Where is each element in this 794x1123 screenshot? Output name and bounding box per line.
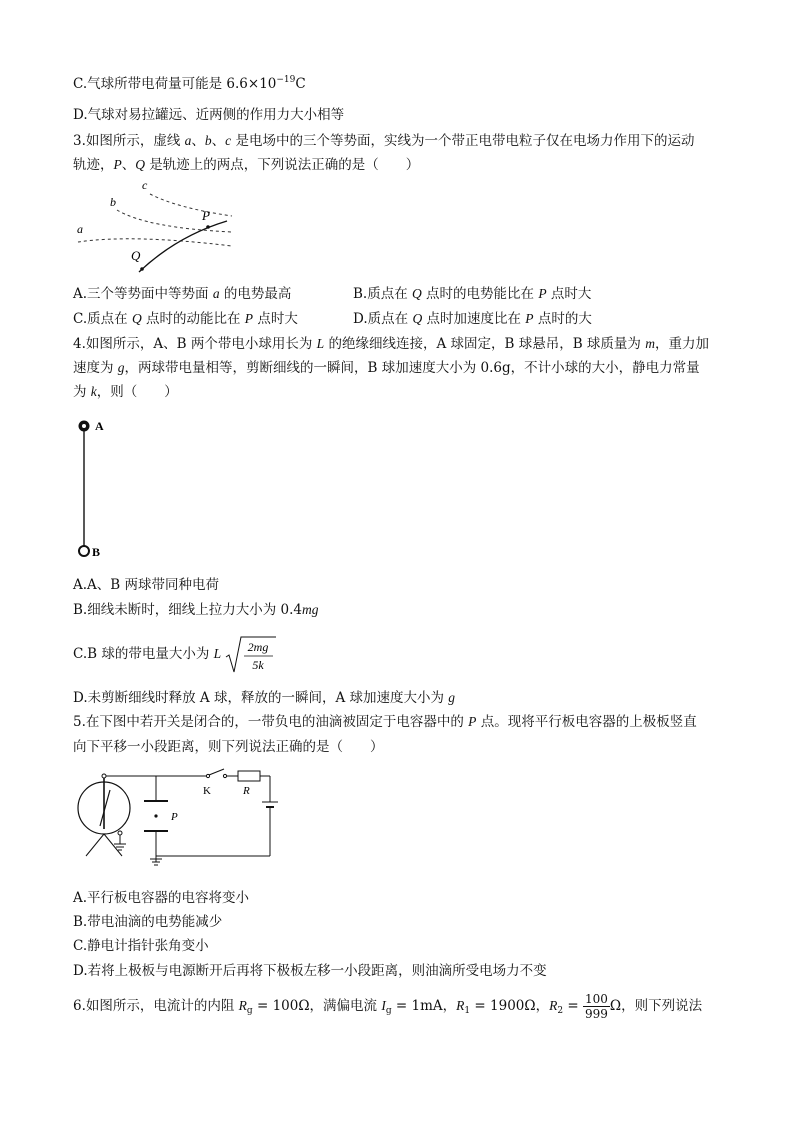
label-b: B	[92, 545, 101, 559]
point-p	[206, 225, 210, 229]
q2-option-d: D.气球对易拉罐远、近两侧的作用力大小相等	[73, 107, 345, 123]
q5-option-a: A.平行板电容器的电容将变小	[73, 890, 250, 906]
ball-a-highlight	[82, 424, 86, 428]
fraction-r2: $\frac{100}{999}$	[584, 992, 608, 1021]
q4-option-b: B.细线未断时，细线上拉力大小为 0.4mg	[73, 602, 319, 618]
label-r: R	[243, 785, 250, 797]
label-q: Q	[131, 248, 141, 263]
label-c: c	[142, 178, 148, 192]
ball-b	[79, 546, 89, 556]
sqrt-expression	[225, 633, 277, 677]
q4-option-a: A.A、B 两球带同种电荷	[73, 577, 220, 593]
label-k: K	[203, 785, 211, 797]
q3-option-d: D.质点在 Q 点时加速度比在 P 点时的大	[353, 311, 592, 327]
q3-stem-line1: 3.如图所示，虚线 a、b、c 是电场中的三个等势面，实线为一个带正电带电粒子仅在电场力作用下的运动	[73, 133, 695, 149]
q4-stem-line1: 4.如图所示，A、B 两个带电小球用长为 L 的绝缘细线连接，A 球固定，B 球悬吊，B 球质量为 m，重力加	[73, 336, 709, 352]
resistor-r	[238, 771, 260, 781]
svg-text:2mg: 2mg	[248, 640, 269, 654]
svg-text:5k: 5k	[252, 658, 265, 672]
q4-figure	[74, 416, 124, 564]
label-a: a	[77, 222, 83, 236]
q5-stem-line1: 5.在下图中若开关是闭合的，一带负电的油滴被固定于电容器中的 P 点。现将平行板电容器的上极板竖直	[73, 714, 697, 730]
q4-option-d: D.未剪断细线时释放 A 球，释放的一瞬间，A 球加速度大小为 g	[73, 690, 456, 706]
switch-k	[209, 769, 224, 775]
q2-option-c: C.气球所带电荷量可能是 $6.6\times 10^{-19}C$	[73, 75, 306, 92]
q5-option-d: D.若将上极板与电源断开后再将下极板左移一小段距离，则油滴所受电场力不变	[73, 963, 547, 979]
q5-option-c: C.静电计指针张角变小	[73, 938, 209, 954]
q3-stem-line2: 轨迹，P、Q 是轨迹上的两点，下列说法正确的是（ ）	[73, 157, 420, 173]
q3-figure	[72, 176, 242, 276]
q3-option-a: A.三个等势面中等势面 a 的电势最高	[73, 286, 292, 302]
label-p: P	[171, 811, 178, 823]
label-p: P	[202, 208, 210, 223]
point-q	[140, 267, 144, 271]
trajectory	[139, 221, 227, 272]
equipotential-c	[150, 194, 232, 216]
equipotential-a	[78, 239, 232, 246]
q3-option-c: C.质点在 Q 点时的动能比在 P 点时大	[73, 311, 298, 327]
q4-stem-line2: 速度为 g，两球带电量相等，剪断细线的一瞬间，B 球加速度大小为 0.6g，不计小球的大小，静电力常量	[73, 360, 700, 376]
q6-stem: 6.如图所示，电流计的内阻 $R_g = 100\Omega$，满偏电流 $I_g = 1mA$，$R_1 = 1900\Omega$，$R_2$ = $\frac{100}{999}$ Ω，则下列说法	[73, 992, 703, 1021]
electroscope-needle	[100, 790, 110, 826]
q5-option-b: B.带电油滴的电势能减少	[73, 914, 223, 930]
q5-stem-line2: 向下平移一小段距离，则下列说法正确的是（ ）	[73, 739, 384, 755]
q4-stem-line3: 为 k，则（ ）	[73, 384, 178, 400]
q5-circuit-figure	[72, 764, 284, 879]
q3-option-b: B.质点在 Q 点时的电势能比在 P 点时大	[353, 286, 592, 302]
label-b: b	[110, 195, 116, 209]
label-a: A	[95, 419, 104, 433]
oil-drop	[154, 814, 157, 817]
q4-option-c: C.B 球的带电量大小为 L 2mg 5k	[73, 632, 277, 677]
